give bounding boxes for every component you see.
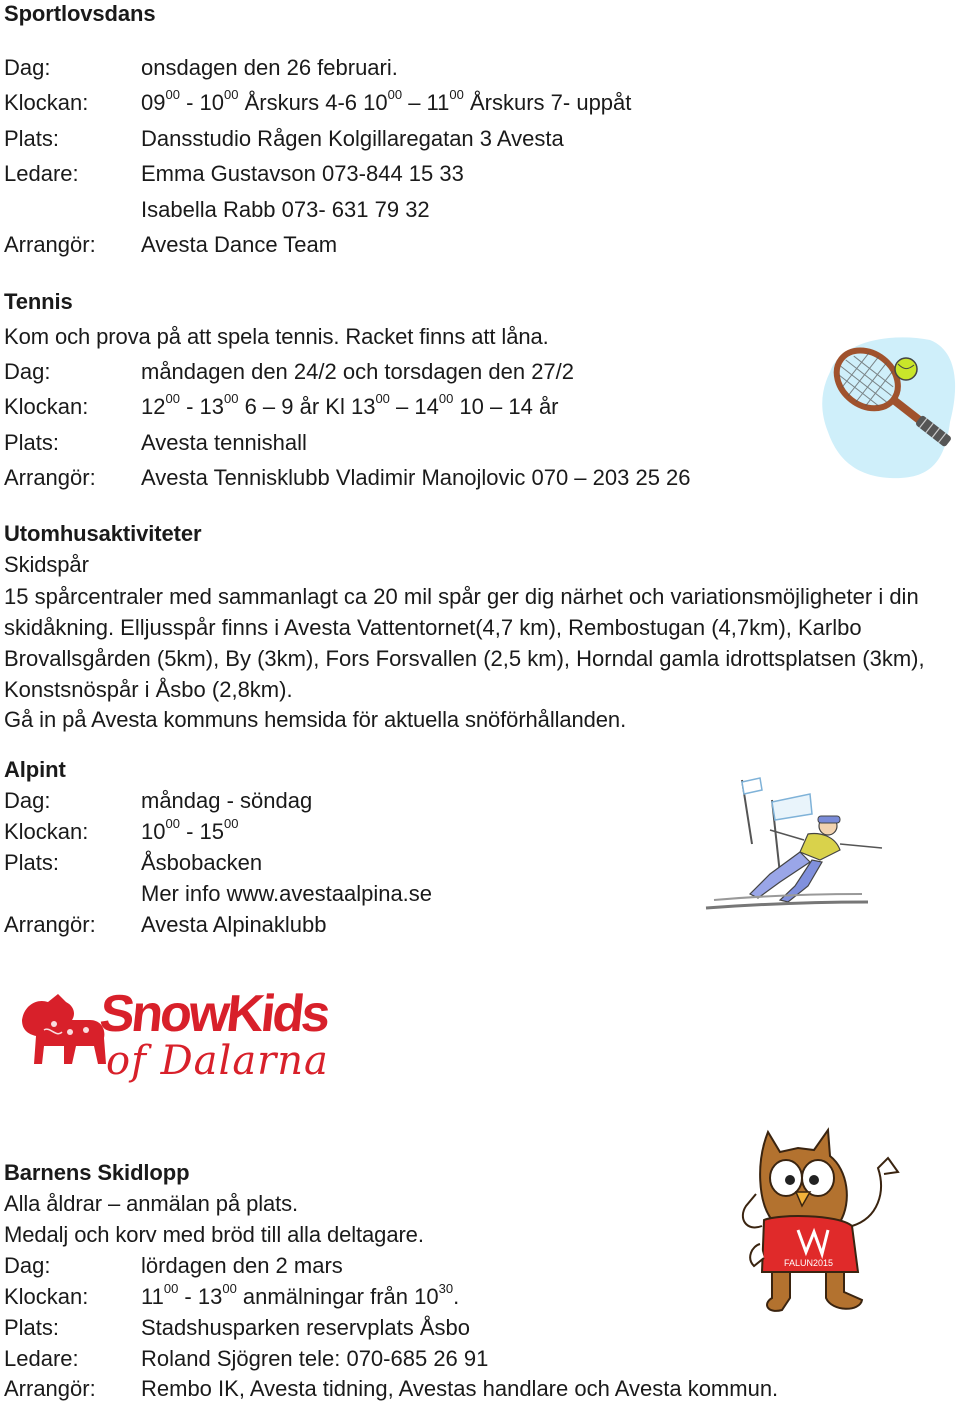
info-value: Mer info www.avestaalpina.se: [141, 881, 433, 906]
klockan-value: [141, 86, 632, 117]
arrangor-value: Avesta Alpinaklubb: [141, 912, 327, 937]
arrangor-label: Arrangör:: [4, 232, 96, 257]
plats-label: Plats:: [4, 126, 60, 151]
time-text: 10 – 14 år: [453, 394, 559, 419]
skidspar-subheading: Skidspår: [4, 552, 89, 577]
klockan-label: Klockan:: [4, 1284, 89, 1309]
ledare-value: Emma Gustavson 073-844 15 33: [141, 161, 464, 186]
plats-value: Stadshusparken reservplats Åsbo: [141, 1315, 470, 1340]
time-sup: 00: [165, 86, 180, 102]
dag-label: Dag:: [4, 55, 51, 80]
time-text: 09: [141, 90, 166, 115]
plats-label: Plats:: [4, 850, 60, 875]
arrangor-label: Arrangör:: [4, 1376, 96, 1401]
alpint-heading: Alpint: [4, 757, 66, 782]
tennis-racket-icon: [810, 332, 960, 482]
utomhus-heading: Utomhusaktiviteter: [4, 521, 202, 546]
dag-value: måndagen den 24/2 och torsdagen den 27/2: [141, 359, 575, 384]
dag-value: lördagen den 2 mars: [141, 1253, 343, 1278]
tennis-heading: Tennis: [4, 289, 73, 314]
time-text: Årskurs 7- uppåt: [463, 90, 632, 115]
klockan-label: Klockan:: [4, 819, 89, 844]
plats-value: Åsbobacken: [141, 850, 263, 875]
dag-label: Dag:: [4, 1253, 51, 1278]
time-text: - 13: [179, 394, 224, 419]
time-sup: 00: [163, 1280, 179, 1296]
snowkids-logo-text: SnowKids: [96, 985, 331, 1043]
time-sup: 00: [438, 390, 454, 406]
snowkids-logo-subtext: of Dalarna: [106, 1038, 329, 1084]
plats-label: Plats:: [4, 430, 60, 455]
klockan-value: [141, 390, 559, 421]
ledare-value: Roland Sjögren tele: 070-685 26 91: [141, 1346, 489, 1371]
klockan-value: [141, 1280, 460, 1311]
arrangor-value: Avesta Tennisklubb Vladimir Manojlovic 070 – 203 25 26: [141, 465, 691, 490]
dag-value: måndag - söndag: [141, 788, 313, 813]
snoforhallanden-note: Gå in på Avesta kommuns hemsida för aktuella snöförhållanden.: [4, 707, 627, 732]
time-sup: 00: [165, 390, 180, 406]
time-text: – 14: [389, 394, 439, 419]
klockan-value: [141, 815, 239, 846]
dag-value: onsdagen den 26 februari.: [141, 55, 398, 80]
skier-icon: [700, 774, 890, 914]
tennis-intro: Kom och prova på att spela tennis. Racket finns att låna.: [4, 324, 549, 349]
time-text: .: [453, 1284, 460, 1309]
ledare-label: Ledare:: [4, 1346, 79, 1371]
time-text: anmälningar från 10: [236, 1284, 439, 1309]
time-text: – 11: [402, 90, 450, 115]
dag-label: Dag:: [4, 788, 51, 813]
klockan-label: Klockan:: [4, 394, 89, 419]
time-text: 6 – 9 år Kl 13: [238, 394, 376, 419]
plats-value: Avesta tennishall: [141, 430, 307, 455]
plats-label: Plats:: [4, 1315, 60, 1340]
time-sup: 00: [222, 1280, 237, 1296]
snowkids-logo: [14, 980, 334, 1100]
time-sup: 00: [223, 86, 239, 102]
time-sup: 00: [387, 86, 403, 102]
sportlovsdans-heading: Sportlovsdans: [4, 1, 156, 26]
owl-mascot-icon: [728, 1122, 908, 1317]
arrangor-value: Avesta Dance Team: [141, 232, 338, 257]
time-text: - 13: [178, 1284, 223, 1309]
time-text: 10: [141, 819, 166, 844]
mascot-shirt-text: FALUN2015: [784, 1258, 834, 1268]
time-sup: 00: [223, 390, 239, 406]
time-sup: 00: [449, 86, 464, 102]
klockan-label: Klockan:: [4, 90, 89, 115]
plats-value: Dansstudio Rågen Kolgillaregatan 3 Avesta: [141, 126, 564, 151]
time-sup: 00: [375, 390, 390, 406]
skidspar-paragraph: 15 spårcentraler med sammanlagt ca 20 mil spår ger dig närhet och variationsmöjligheter i din skidåkning. Elljusspår finns i Avesta Vattentornet(4,7 km), Rembostugan (4,7km), Karlbo Brovallsgården (5km), By (3km), Fors Forsvallen (2,5 km), Horndal gamla idrottsplatsen (3km), Konstsnöspår i Åsbo (2,8km).: [4, 584, 925, 702]
time-sup: 00: [223, 815, 239, 831]
time-sup: 30: [438, 1280, 454, 1296]
ledare-label: Ledare:: [4, 161, 79, 186]
time-text: Årskurs 4-6 10: [238, 90, 388, 115]
skidlopp-line-2: Medalj och korv med bröd till alla deltagare.: [4, 1222, 424, 1247]
arrangor-label: Arrangör:: [4, 465, 96, 490]
time-text: 11: [141, 1284, 164, 1309]
dag-label: Dag:: [4, 359, 51, 384]
time-text: 12: [141, 394, 166, 419]
arrangor-value: Rembo IK, Avesta tidning, Avestas handlare och Avesta kommun.: [141, 1376, 779, 1401]
arrangor-label: Arrangör:: [4, 912, 96, 937]
time-text: - 10: [179, 90, 224, 115]
skidlopp-heading: Barnens Skidlopp: [4, 1160, 190, 1185]
ledare-value: Isabella Rabb 073- 631 79 32: [141, 197, 430, 222]
time-sup: 00: [165, 815, 180, 831]
skidlopp-line-1: Alla åldrar – anmälan på plats.: [4, 1191, 299, 1216]
time-text: - 15: [179, 819, 224, 844]
